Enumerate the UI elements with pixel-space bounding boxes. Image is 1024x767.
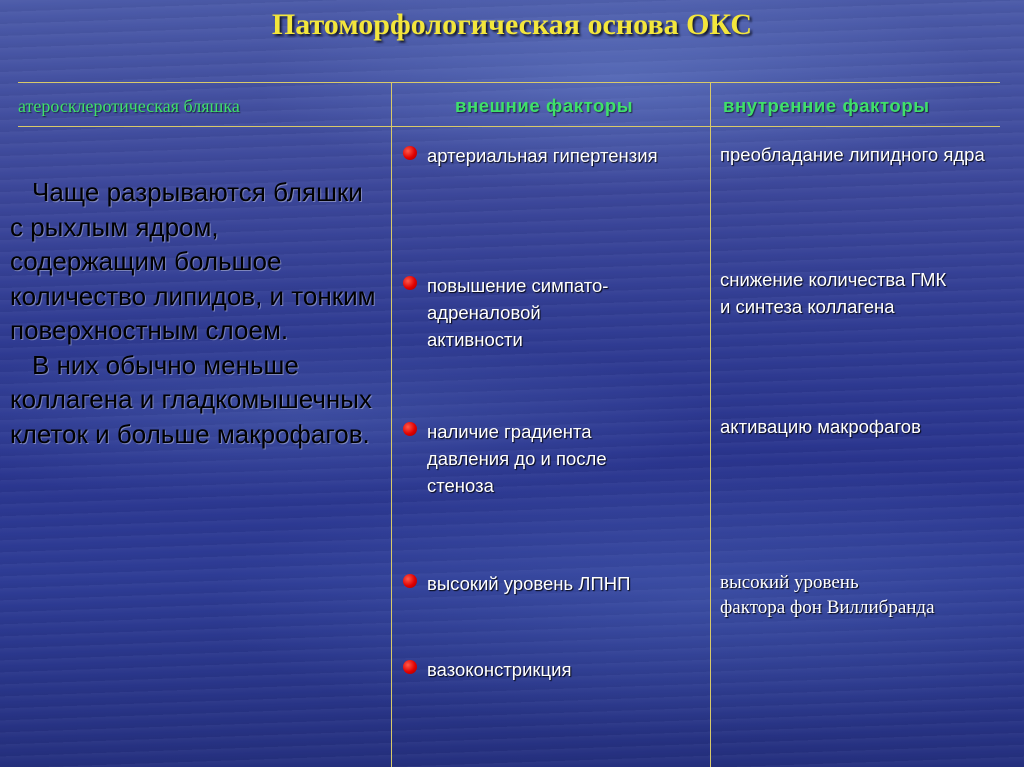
- internal-factor-text: снижение количества ГМК и синтеза коллагена: [720, 269, 947, 317]
- external-factor-item: [403, 570, 713, 597]
- external-factor-text: наличие градиента давления до и после стеноза: [427, 421, 607, 496]
- external-factor-text: артериальная гипертензия: [427, 145, 658, 166]
- internal-factor-text: высокий уровень фактора фон Виллибранда: [720, 572, 935, 618]
- header-external-factors: внешние факторы: [455, 95, 634, 116]
- external-factor-item: [403, 656, 713, 683]
- internal-factor-text: активацию макрофагов: [720, 416, 921, 437]
- bullet-icon: [403, 574, 417, 588]
- column-divider-left: [391, 82, 392, 767]
- table-top-line: [18, 82, 1000, 83]
- external-factor-item: [403, 418, 713, 499]
- external-factor-text: высокий уровень ЛПНП: [427, 573, 631, 594]
- plaque-paragraph-2: В них обычно меньше коллагена и гладкомышечных клеток и больше макрофагов.: [10, 349, 372, 449]
- internal-factor-text: преобладание липидного ядра: [720, 144, 985, 165]
- bullet-icon: [403, 660, 417, 674]
- bullet-icon: [403, 276, 417, 290]
- plaque-paragraph-1: Чаще разрываются бляшки с рыхлым ядром, содержащим большое количество липидов, и тонким поверхностным слоем.: [10, 177, 376, 345]
- header-bottom-line: [18, 126, 1000, 127]
- external-factor-text: вазоконстрикция: [427, 659, 572, 680]
- external-factor-item: [403, 272, 713, 353]
- plaque-description: [10, 175, 380, 451]
- header-plaque: атеросклеротическая бляшка: [18, 96, 240, 116]
- bullet-icon: [403, 422, 417, 436]
- header-internal-factors: внутренние факторы: [723, 95, 930, 116]
- external-factor-text: повышение симпато- адреналовой активности: [427, 275, 609, 350]
- bullet-icon: [403, 146, 417, 160]
- external-factor-item: [403, 142, 713, 169]
- slide-title: Патоморфологическая основа ОКС: [271, 8, 753, 41]
